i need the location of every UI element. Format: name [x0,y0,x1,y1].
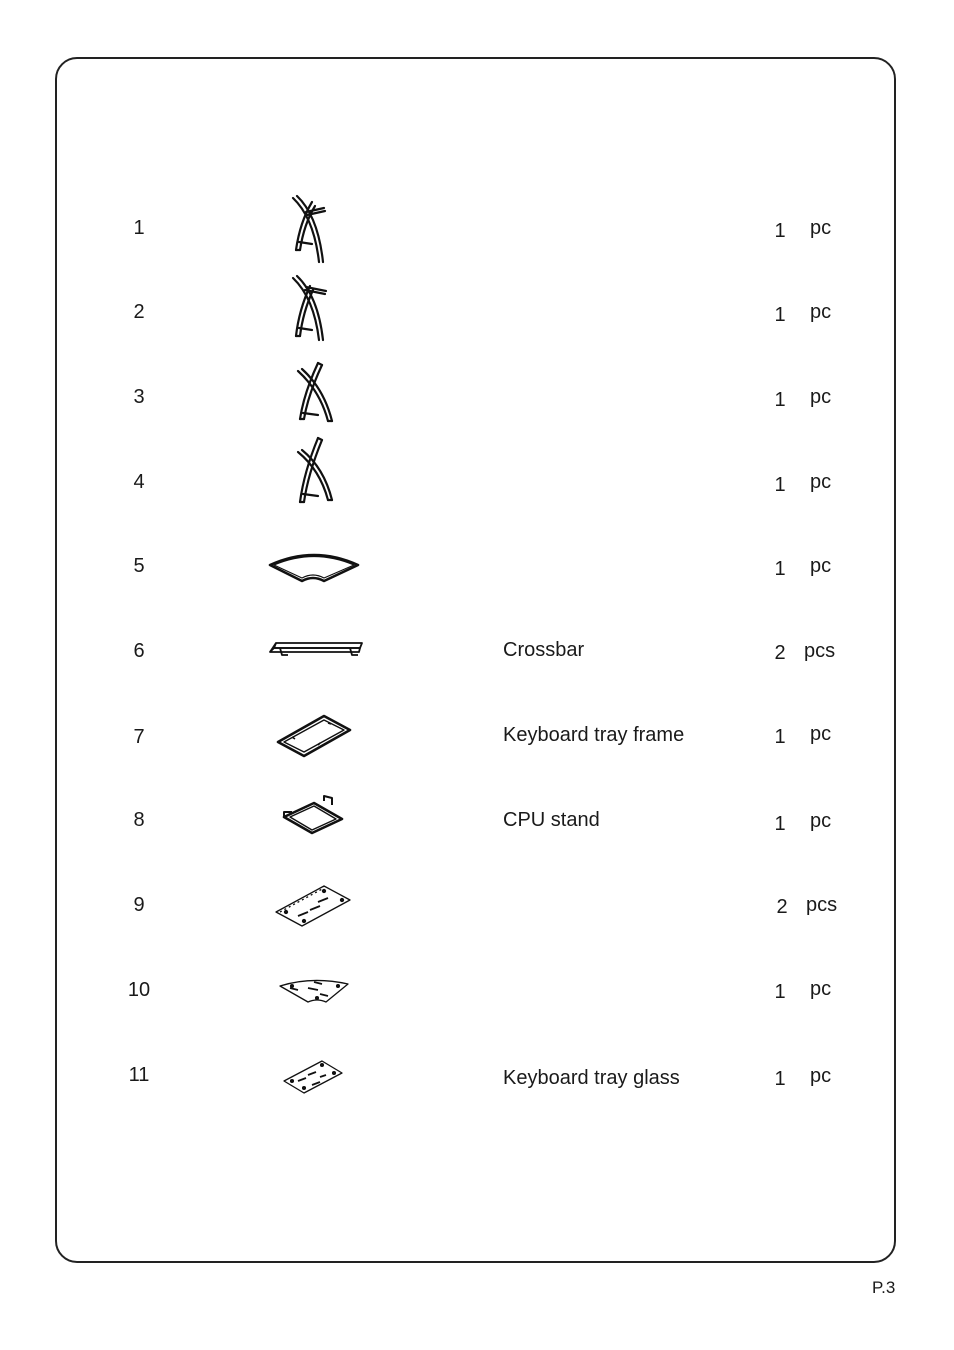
part-unit: pc [810,810,832,832]
part-number: 8 [133,809,145,831]
leg-assembly-icon [262,272,368,352]
part-name: Crossbar [503,639,585,661]
part-number: 2 [133,301,145,323]
small-glass-icon [262,1035,368,1115]
part-row-6 [0,610,954,690]
part-name: CPU stand [503,809,600,831]
part-number: 11 [128,1064,150,1086]
part-number: 4 [133,471,145,493]
leg-icon [262,432,368,512]
part-quantity: 1 [774,1068,786,1090]
curved-frame-icon [262,527,368,607]
part-number: 1 [133,217,145,239]
part-row-11 [0,1035,954,1115]
crossbar-icon [262,610,368,690]
part-unit: pcs [804,640,836,662]
part-quantity: 1 [774,389,786,411]
part-quantity: 1 [774,726,786,748]
part-row-9 [0,866,954,946]
cpu-stand-icon [262,781,368,861]
part-row-3 [0,357,954,437]
glass-panel-icon [262,866,368,946]
part-unit: pc [810,555,832,577]
part-number: 10 [127,979,151,1001]
leg-assembly-icon [262,190,368,270]
part-unit: pc [810,217,832,239]
part-unit: pc [810,723,832,745]
part-row-4 [0,432,954,512]
part-quantity: 1 [774,981,786,1003]
part-row-1 [0,190,954,270]
part-quantity: 1 [774,558,786,580]
part-row-5 [0,527,954,607]
part-unit: pc [810,978,832,1000]
part-row-7 [0,696,954,776]
part-unit: pcs [806,894,838,916]
part-unit: pc [810,386,832,408]
part-number: 7 [133,726,145,748]
part-number: 6 [133,640,145,662]
part-unit: pc [810,471,832,493]
part-unit: pc [810,301,832,323]
part-unit: pc [810,1065,832,1087]
part-quantity: 2 [774,642,786,664]
part-number: 9 [133,894,145,916]
part-quantity: 1 [774,304,786,326]
part-row-8 [0,781,954,861]
tray-frame-icon [262,696,368,776]
part-number: 5 [133,555,145,577]
part-quantity: 1 [774,474,786,496]
page-number: P.3 [872,1278,896,1297]
curved-glass-icon [262,950,368,1030]
part-name: Keyboard tray glass [503,1067,680,1089]
part-row-10 [0,950,954,1030]
leg-icon [262,357,368,437]
part-number: 3 [133,386,145,408]
part-quantity: 2 [776,896,788,918]
part-name: Keyboard tray frame [503,724,685,746]
part-quantity: 1 [774,813,786,835]
part-quantity: 1 [774,220,786,242]
part-row-2 [0,272,954,352]
